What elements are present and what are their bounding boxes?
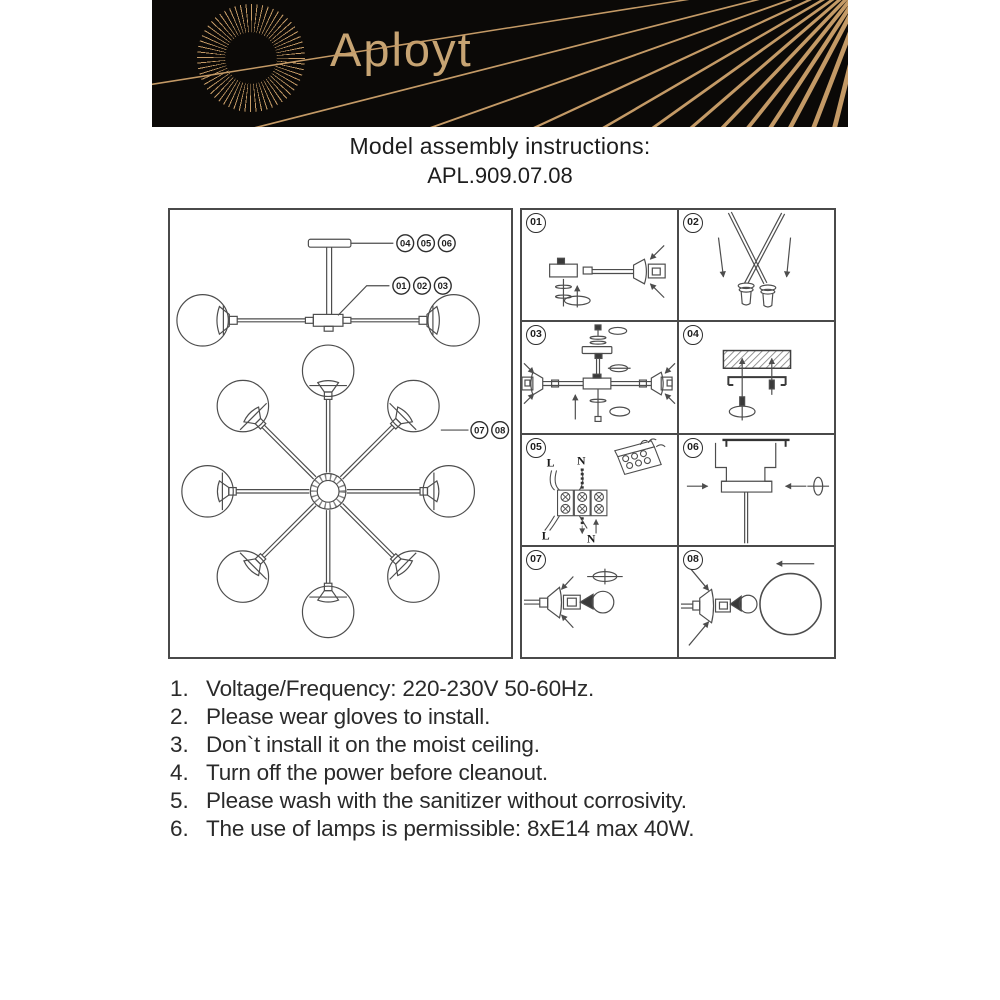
callout-02: 02 — [416, 281, 428, 292]
step-panel-04 — [678, 321, 835, 433]
side-view — [177, 239, 479, 346]
callout-08: 08 — [494, 425, 506, 436]
wire-label-neutral-in: N — [576, 453, 586, 468]
step-number-badge: 02 — [683, 213, 703, 233]
brand-name: Aployt — [330, 23, 473, 76]
instruction-item — [170, 759, 870, 787]
callout-07: 07 — [474, 425, 485, 436]
step-panel-03 — [521, 321, 678, 433]
instruction-item — [170, 787, 870, 815]
corner-rays-decoration — [152, 0, 848, 127]
callout-05: 05 — [420, 238, 432, 249]
instruction-item — [170, 675, 870, 703]
instruction-text: Voltage/Frequency: 220-230V 50-60Hz. — [206, 676, 595, 701]
model-number: APL.909.07.08 — [427, 163, 573, 188]
instruction-text: Don`t install it on the moist ceiling. — [206, 731, 540, 757]
instruction-number: 5. — [170, 787, 189, 813]
step-number-badge: 06 — [683, 438, 703, 458]
step-number-badge: 05 — [526, 438, 546, 458]
instruction-text: Turn off the power before cleanout. — [206, 759, 548, 785]
safety-instructions-list — [170, 675, 870, 842]
top-view — [182, 345, 475, 638]
step-number-badge: 07 — [526, 550, 546, 570]
assembly-steps-grid — [520, 208, 836, 659]
instruction-item — [170, 815, 870, 843]
wire-label-neutral-out: N — [586, 530, 596, 545]
callout-plate-parts — [397, 235, 455, 252]
instruction-text: The use of lamps is permissible: 8xE14 max 40W. — [206, 815, 695, 841]
instruction-text: Please wear gloves to install. — [206, 703, 491, 729]
instruction-number: 2. — [170, 703, 189, 729]
callout-04: 04 — [400, 238, 411, 249]
wire-label-live-in: L — [546, 455, 555, 469]
step-panel-02 — [678, 209, 835, 321]
step-panel-06 — [678, 434, 835, 546]
chandelier-diagram — [168, 208, 513, 659]
wire-label-live-out: L — [541, 527, 550, 542]
instruction-item — [170, 731, 870, 759]
instruction-number: 3. — [170, 731, 189, 757]
brand-banner — [152, 0, 848, 127]
step-panel-07 — [521, 546, 678, 658]
callout-arm-parts — [471, 422, 509, 439]
step-number-badge: 08 — [683, 550, 703, 570]
step-number-badge: 03 — [526, 325, 546, 345]
instruction-text: Please wash with the sanitizer without corrosivity. — [206, 787, 687, 813]
callout-06: 06 — [441, 238, 452, 249]
step-panel-08 — [678, 546, 835, 658]
step-number-badge: 01 — [526, 213, 546, 233]
callout-03: 03 — [437, 281, 449, 292]
chandelier-drawing — [170, 210, 511, 657]
step-panel-05 — [521, 434, 678, 546]
instruction-item — [170, 703, 870, 731]
step-number-badge: 04 — [683, 325, 703, 345]
instruction-number: 1. — [170, 676, 189, 701]
instruction-number: 4. — [170, 759, 189, 785]
callout-hub-parts — [393, 277, 451, 294]
instruction-number: 6. — [170, 815, 189, 841]
page-title: Model assembly instructions: — [349, 133, 651, 159]
step-panel-01 — [521, 209, 678, 321]
callout-01: 01 — [396, 281, 407, 292]
